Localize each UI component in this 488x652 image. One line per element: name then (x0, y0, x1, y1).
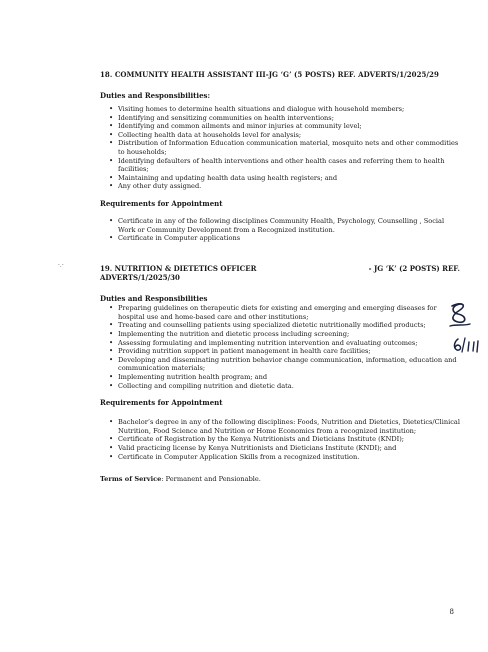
list-item: • Distribution of Information Education communication material, mosquito nets and other commodities to households; (118, 139, 460, 156)
section-18-duties-list (100, 105, 460, 191)
section-18-duties-heading: Duties and Responsibilities: (100, 91, 211, 100)
page-number: 8 (449, 608, 454, 616)
list-item: • Identifying defaulters of health interventions and other health cases and referring them to health facilities; (118, 157, 460, 174)
list-item: • Collecting and compiling nutrition and dietetic data. (118, 382, 460, 391)
list-item: • Valid practicing license by Kenya Nutritionists and Dieticians Institute (KNDI); and (118, 444, 460, 453)
page-content (100, 70, 460, 483)
terms-value: : Permanent and Pensionable. (161, 475, 261, 484)
section-18-requirements-list (100, 217, 460, 243)
list-item: • Developing and disseminating nutrition behavior change communication, information, education and communication materials; (118, 356, 460, 373)
list-item: • Certificate in Computer Application Skills from a recognized institution. (118, 453, 460, 462)
terms-of-service (100, 475, 460, 483)
list-item: • Certificate of Registration by the Kenya Nutritionists and Dieticians Institute (KNDI); (118, 435, 460, 444)
list-item: • Identifying and sensitizing communities on health interventions; (118, 114, 460, 123)
list-item: • Implementing the nutrition and dietetic process including screening; (118, 330, 460, 339)
section-19-title-right: - JG ‘K’ (2 POSTS) REF. (368, 263, 460, 273)
section-19-requirements-heading: Requirements for Appointment (100, 398, 223, 408)
section-18-title: 18. COMMUNITY HEALTH ASSISTANT III-JG ‘G’ (5 POSTS) REF. ADVERTS/1/2025/29 (100, 70, 439, 79)
list-item: • Assessing formulating and implementing nutrition intervention and evaluating outcomes; (118, 339, 460, 348)
list-item: • Treating and counselling patients using specialized dietetic nutritionally modified products; (118, 321, 460, 330)
section-19-title (100, 265, 460, 274)
section-19-title-left: 19. NUTRITION & DIETETICS OFFICER (100, 263, 257, 273)
list-item: • Providing nutrition support in patient management in health care facilities; (118, 347, 460, 356)
list-item: • Any other duty assigned. (118, 182, 460, 191)
list-item: • Identifying and common ailments and minor injuries at community level; (118, 122, 460, 131)
section-18-requirements-heading: Requirements for Appointment (100, 198, 223, 208)
list-item: • Implementing nutrition health program; and (118, 373, 460, 382)
terms-label: Terms of Service (100, 475, 162, 484)
handwritten-signature-mark (446, 300, 472, 330)
list-item: • Certificate in any of the following disciplines Community Health, Psychology, Counselling , Social Work or Community Development from a Recognized institution. (118, 217, 460, 234)
section-19-requirements-list (100, 418, 460, 461)
list-item: • Maintaining and updating health data using health registers; and (118, 174, 460, 183)
list-item: • Bachelor’s degree in any of the following disciplines: Foods, Nutrition and Dietetics, Dietetics/Clinical Nutrition, Food Science and Nutrition or Home Economics from a recognized institution; (118, 418, 460, 435)
section-19-title-ref: ADVERTS/1/2025/30 (100, 273, 180, 283)
section-19-duties-heading: Duties and Responsibilities (100, 294, 208, 304)
scan-artifact: ·.· (58, 262, 64, 269)
handwritten-margin-note (452, 336, 484, 354)
list-item: • Visiting homes to determine health situations and dialogue with household members; (118, 105, 460, 114)
section-19-duties-list (100, 304, 460, 390)
list-item: • Collecting health data at households level for analysis; (118, 131, 460, 140)
list-item: • Certificate in Computer applications (118, 234, 460, 243)
list-item: • Preparing guidelines on therapeutic diets for existing and emerging and emerging diseases for hospital use and home-based care and other institutions; (118, 304, 460, 321)
